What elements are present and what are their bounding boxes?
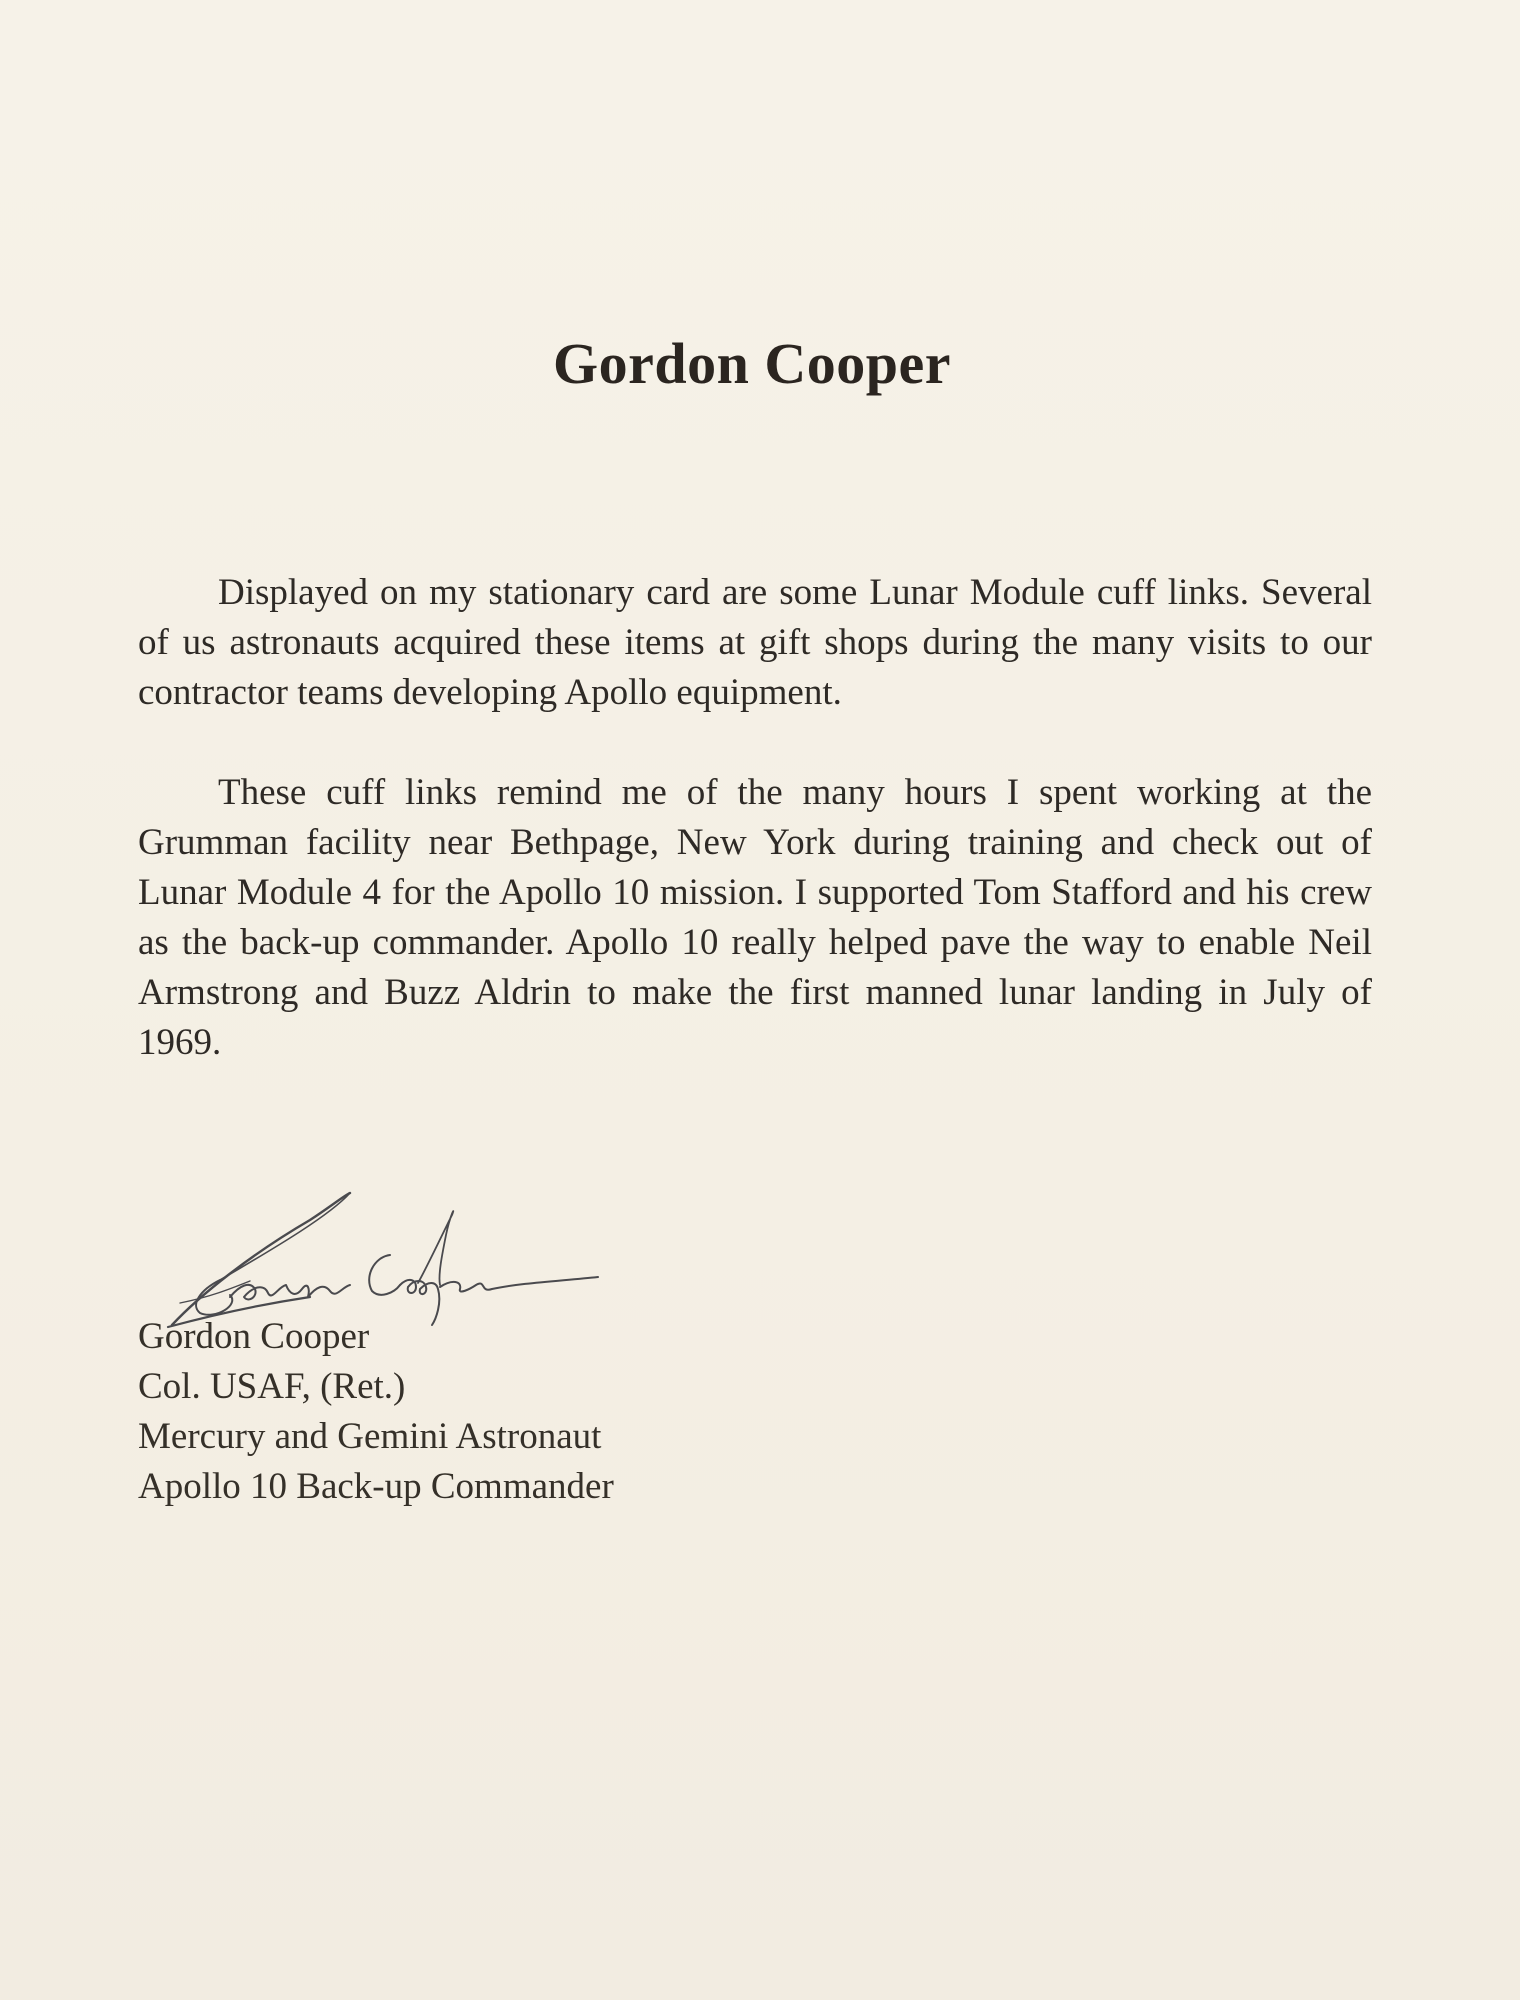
signer-rank: Col. USAF, (Ret.) — [138, 1366, 406, 1407]
page-title: Gordon Cooper — [553, 331, 951, 396]
paragraph-2: These cuff links remind me of the many hours I spent working at the Grumman facility near Bethpage, New York during training and check out of Lunar Module 4 for the Apollo 10 mission. I supported Tom Stafford and his crew as the back-up commander. Apollo 10 really helped pave the way to enable Neil Armstrong and Buzz Aldrin to make the first manned lunar landing in July of 1969. — [138, 772, 1372, 1063]
paragraph-1: Displayed on my stationary card are some Lunar Module cuff links. Several of us astronauts acquired these items at gift shops during the many visits to our contractor teams developing Apollo equipment. — [138, 572, 1372, 713]
signer-role-2: Apollo 10 Back-up Commander — [138, 1466, 614, 1507]
signer-name: Gordon Cooper — [138, 1316, 370, 1357]
signature-block — [138, 1312, 614, 1512]
signer-role-1: Mercury and Gemini Astronaut — [138, 1416, 602, 1457]
